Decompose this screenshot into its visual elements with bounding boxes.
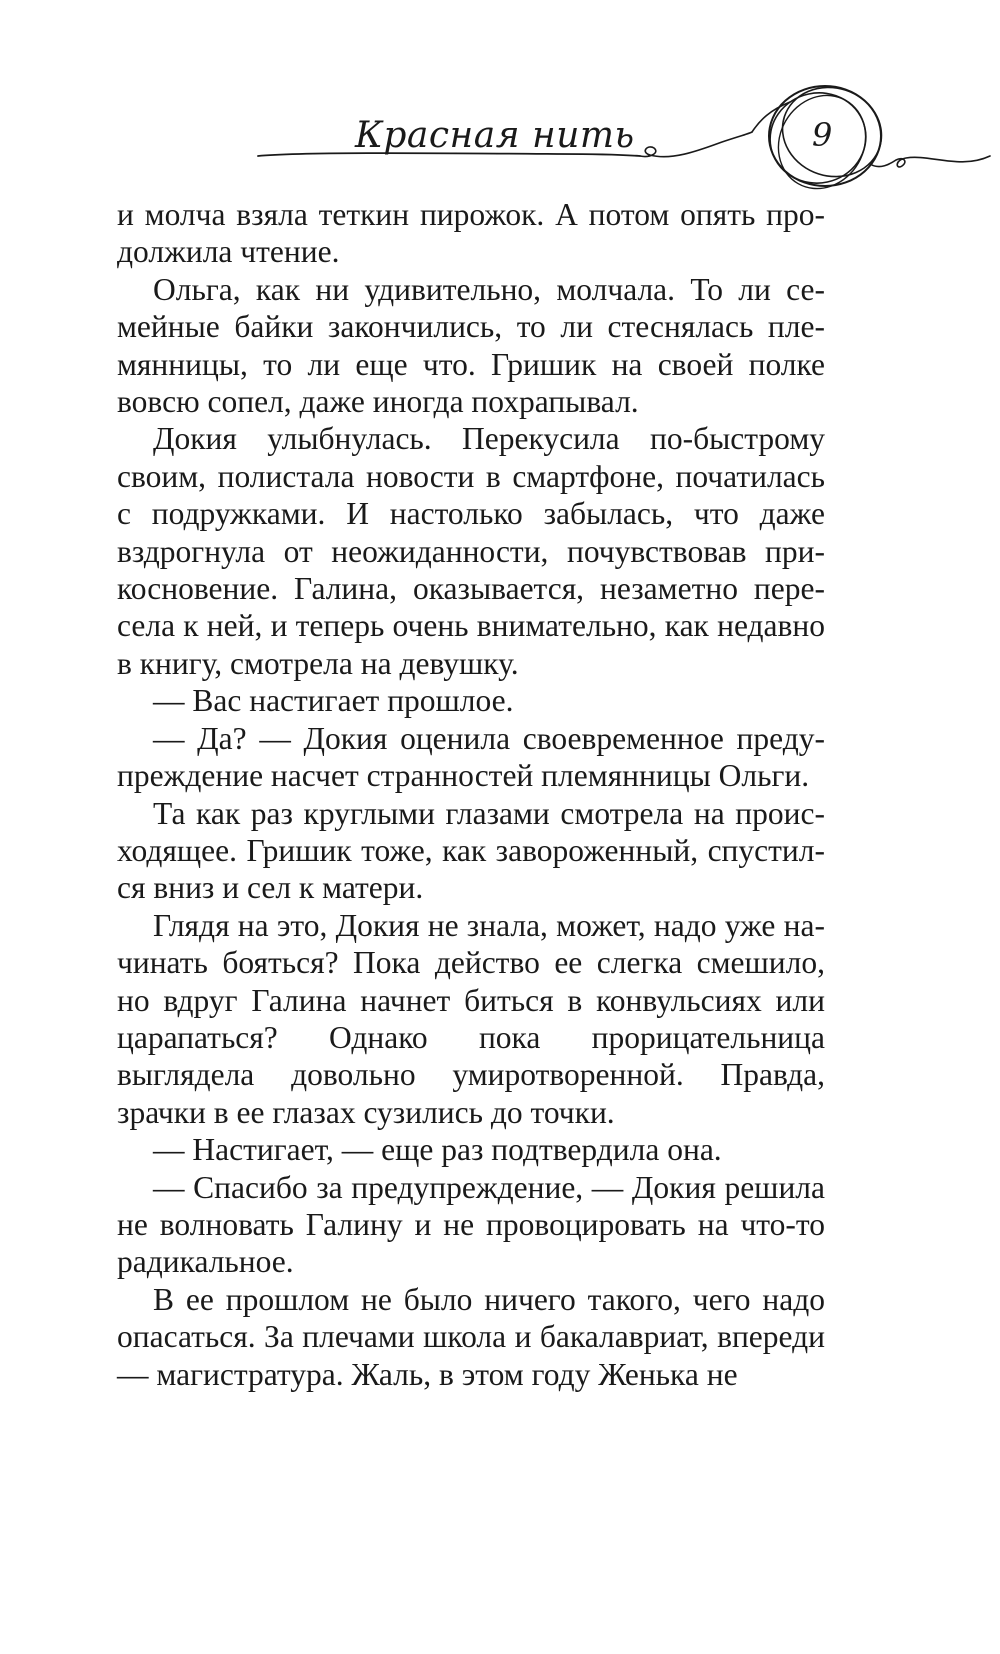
paragraph: В ее прошлом не было ничего такого, чего надо опасаться. За плечами школа и бакалавриат, впереди — магистратура. Жаль, в этом году Женька не [117,1281,825,1392]
running-title: Красная нить [355,115,635,156]
running-header [0,60,1000,200]
right-tail [870,156,990,167]
left-curl [640,132,752,157]
body-text [117,196,825,1393]
paragraph: и молча взяла теткин пирожок. А потом опять продолжила чтение. [117,197,825,270]
page-number: 9 [812,116,833,154]
dialogue-line: — Спасибо за предупреждение, — Докия решила не волновать Галину и не провоцировать на что-то радикальное. [117,1169,825,1280]
dialogue-line: — Настигает, — еще раз подтвердила она. [153,1132,722,1168]
dialogue-line: — Да? — Докия оценила своевременное предупреждение насчет странностей племянницы Ольги. [117,720,825,794]
dialogue-line: — Вас настигает прошлое. [153,683,514,719]
paragraph: Докия улыбнулась. Перекусила по-быстрому своим, полистала новости в смартфоне, початилась с подружками. И настолько забылась, что даже вздрогнула от неожиданности, почувствовав прикосновение. Галина, оказывается, незаметно пересела к ней, и теперь очень внимательно, как недавно в книгу, смотрела на девушку. [117,421,825,681]
paragraph: Ольга, как ни удивительно, молчала. То ли семейные байки закончились, то ли стеснялась племянницы, то ли еще что. Гришик на своей полке вовсю сопел, даже иногда похрапывал. [117,271,825,420]
paragraph: Та как раз круглыми глазами смотрела на происходящее. Гришик тоже, как завороженный, спустился вниз и сел к матери. [117,795,825,906]
paragraph: Глядя на это, Докия не знала, может, надо уже начинать бояться? Пока действо ее слегка смешило, но вдруг Галина начнет биться в конвульсиях или царапаться? Однако пока прорицательница выглядела довольно умиротворенной. Правда, зрачки в ее глазах сузились до точки. [117,907,825,1130]
